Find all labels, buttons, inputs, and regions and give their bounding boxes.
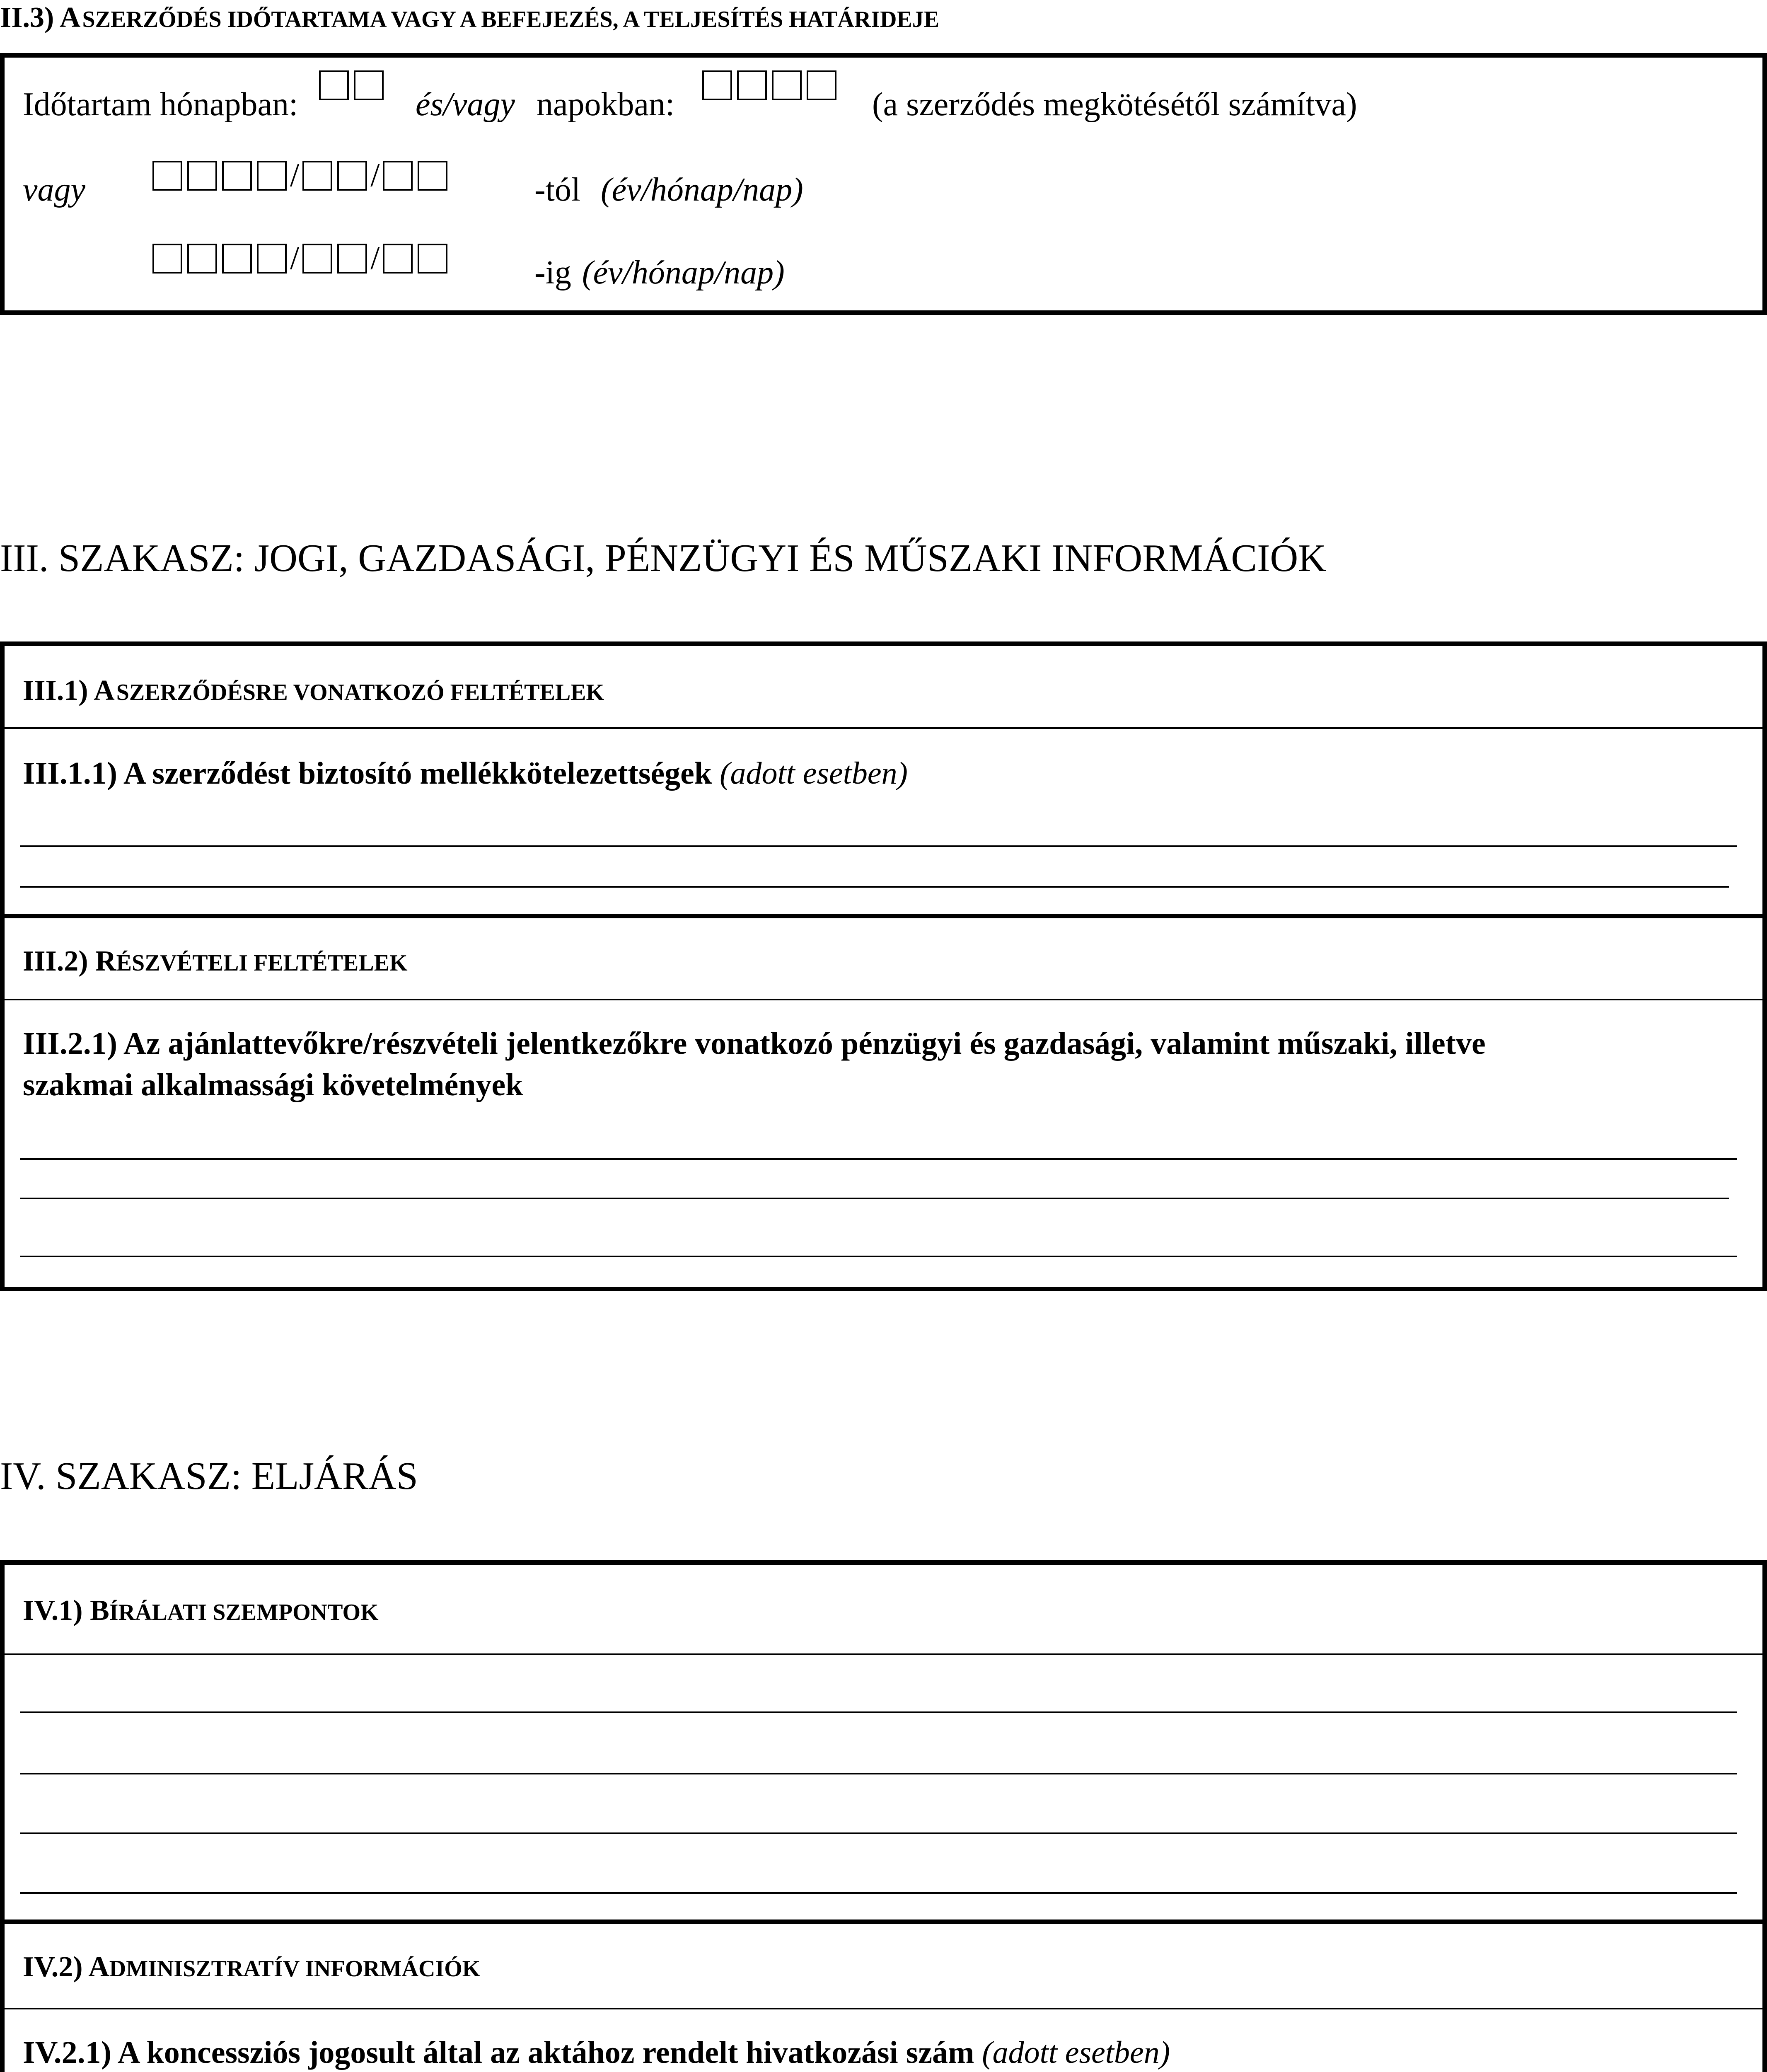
divider <box>5 1653 1762 1655</box>
year-digit-box[interactable] <box>222 244 252 274</box>
section-iii11-heading: III.1.1) A szerződést biztosító mellékkötelezettségek (adott esetben) <box>23 756 908 791</box>
section-iii21-line2: szakmai alkalmassági követelmények <box>23 1067 523 1102</box>
day-digit-box[interactable] <box>383 244 413 274</box>
days-boxes[interactable] <box>702 70 841 100</box>
date-separator: / <box>290 157 300 194</box>
section-iii2-heading: III.2) RÉSZVÉTELI FELTÉTELEK <box>23 945 408 977</box>
date-format-note: (év/hónap/nap) <box>582 254 785 291</box>
divider <box>5 727 1762 729</box>
to-date-fields[interactable] <box>152 240 452 277</box>
divider <box>5 999 1762 1000</box>
section-iv2-heading: IV.2) ADMINISZTRATÍV INFORMÁCIÓK <box>23 1951 481 1983</box>
year-digit-box[interactable] <box>257 161 287 191</box>
divider <box>5 2008 1762 2009</box>
divider <box>5 914 1762 918</box>
answer-line[interactable] <box>20 886 1729 888</box>
and-or-label: és/vagy <box>416 86 515 123</box>
section-iii-title: III. SZAKASZ: JOGI, GAZDASÁGI, PÉNZÜGYI ÉS MŰSZAKI INFORMÁCIÓK <box>0 537 1327 580</box>
from-contract-note: (a szerződés megkötésétől számítva) <box>872 86 1357 123</box>
month-digit-box[interactable] <box>302 244 332 274</box>
or-label: vagy <box>23 172 86 208</box>
digit-box[interactable] <box>737 70 767 100</box>
answer-line[interactable] <box>20 845 1737 847</box>
answer-line[interactable] <box>20 1256 1737 1257</box>
digit-box[interactable] <box>702 70 732 100</box>
date-format-note: (év/hónap/nap) <box>601 172 803 208</box>
digit-box[interactable] <box>319 70 349 100</box>
section-iv21-heading: IV.2.1) A koncessziós jogosult által az aktához rendelt hivatkozási szám (adott esetben) <box>23 2035 1170 2070</box>
month-digit-box[interactable] <box>302 161 332 191</box>
month-digit-box[interactable] <box>337 161 367 191</box>
date-separator: / <box>370 240 380 276</box>
day-digit-box[interactable] <box>418 244 447 274</box>
answer-line[interactable] <box>20 1832 1737 1834</box>
answer-line[interactable] <box>20 1158 1737 1160</box>
year-digit-box[interactable] <box>187 161 217 191</box>
digit-box[interactable] <box>354 70 384 100</box>
year-digit-box[interactable] <box>152 244 182 274</box>
from-date-fields[interactable] <box>152 157 452 194</box>
day-digit-box[interactable] <box>383 161 413 191</box>
duration-months-label: Időtartam hónapban: <box>23 86 298 123</box>
divider <box>5 1920 1762 1924</box>
duration-days-label: napokban: <box>537 86 675 123</box>
months-boxes[interactable] <box>319 70 389 100</box>
year-digit-box[interactable] <box>187 244 217 274</box>
answer-line[interactable] <box>20 1711 1737 1713</box>
year-digit-box[interactable] <box>222 161 252 191</box>
month-digit-box[interactable] <box>337 244 367 274</box>
date-separator: / <box>290 240 300 276</box>
section-iii21-line1: III.2.1) Az ajánlattevőkre/részvételi jelentkezőkre vonatkozó pénzügyi és gazdasági, valamint műszaki, illetve <box>23 1026 1486 1061</box>
digit-box[interactable] <box>772 70 802 100</box>
section-ii3-heading: II.3) A SZERZŐDÉS IDŐTARTAMA VAGY A BEFEJEZÉS, A TELJESÍTÉS HATÁRIDEJE <box>0 2 940 34</box>
section-iii1-heading: III.1) A SZERZŐDÉSRE VONATKOZÓ FELTÉTELEK <box>23 675 604 707</box>
year-digit-box[interactable] <box>152 161 182 191</box>
to-suffix: -ig <box>534 254 571 291</box>
section-iv-box <box>0 1560 1767 2072</box>
answer-line[interactable] <box>20 1198 1729 1199</box>
day-digit-box[interactable] <box>418 161 447 191</box>
digit-box[interactable] <box>807 70 836 100</box>
year-digit-box[interactable] <box>257 244 287 274</box>
answer-line[interactable] <box>20 1892 1737 1894</box>
section-iv1-heading: IV.1) BÍRÁLATI SZEMPONTOK <box>23 1595 379 1627</box>
from-suffix: -tól <box>534 172 581 208</box>
answer-line[interactable] <box>20 1773 1737 1774</box>
date-separator: / <box>370 157 380 194</box>
section-iv-title: IV. SZAKASZ: ELJÁRÁS <box>0 1455 418 1498</box>
